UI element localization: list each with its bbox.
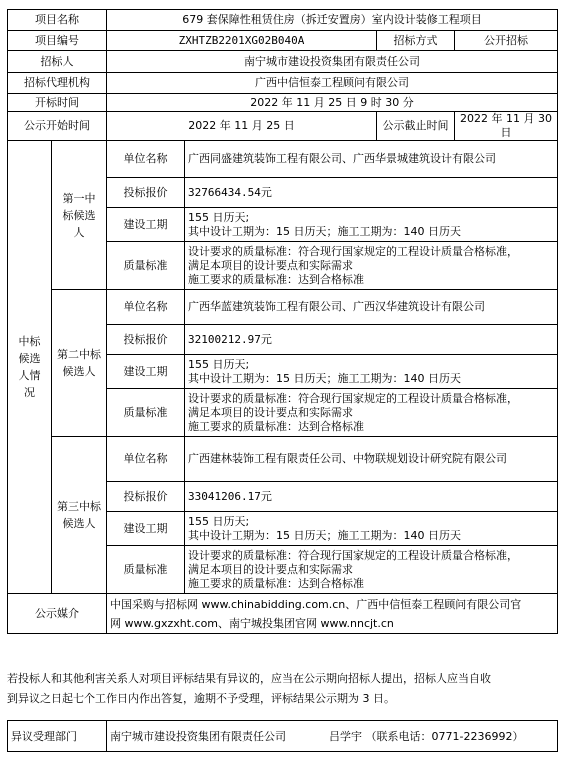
candidate-2-unit: 广西华蓝建筑装饰工程有限公司、广西汉华建筑设计有限公司 (185, 290, 558, 325)
agency: 广西中信恒泰工程顾问有限公司 (107, 73, 558, 94)
project-no-label: 项目编号 (8, 31, 107, 51)
candidate-3-period: 155 日历天; 其中设计工期为：15 日历天；施工工期为：140 日历天 (185, 512, 558, 546)
candidates-section-label: 中标 候选 人情 况 (8, 141, 52, 594)
bid-method-label: 招标方式 (377, 31, 455, 51)
media: 中国采购与招标网 www.chinabidding.com.cn、广西中信恒泰工程顾问有限公司官 网 www.gxzxht.com、南宁城投集团官网 www.nncjt.cn (107, 594, 558, 634)
candidate-2-rank: 第二中标 候选人 (52, 290, 107, 437)
candidate-1-unit-label: 单位名称 (107, 141, 185, 178)
agency-label: 招标代理机构 (8, 73, 107, 94)
candidate-3-price: 33041206.17元 (185, 482, 558, 512)
notice-table (7, 9, 558, 634)
objection-dept-label: 异议受理部门 (8, 721, 107, 752)
publicity-start: 2022 年 11 月 25 日 (107, 112, 377, 141)
open-time: 2022 年 11 月 25 日 9 时 30 分 (107, 94, 558, 112)
candidate-1-price: 32766434.54元 (185, 178, 558, 208)
candidate-2-unit-label: 单位名称 (107, 290, 185, 325)
publicity-end: 2022 年 11 月 30 日 (455, 112, 558, 141)
candidate-3-quality: 设计要求的质量标准：符合现行国家规定的工程设计质量合格标准， 满足本项目的设计要点和实际需求 施工要求的质量标准：达到合格标准 (185, 546, 558, 594)
candidate-3-price-label: 投标报价 (107, 482, 185, 512)
candidate-3-unit: 广西建林装饰工程有限责任公司、中物联规划设计研究院有限公司 (185, 437, 558, 482)
candidate-3-unit-label: 单位名称 (107, 437, 185, 482)
objection-dept-cell (107, 721, 558, 752)
tenderer: 南宁城市建设投资集团有限责任公司 (107, 51, 558, 73)
candidate-2-period: 155 日历天; 其中设计工期为：15 日历天；施工工期为：140 日历天 (185, 355, 558, 389)
media-label: 公示媒介 (8, 594, 107, 634)
candidate-2-quality: 设计要求的质量标准：符合现行国家规定的工程设计质量合格标准， 满足本项目的设计要点和实际需求 施工要求的质量标准：达到合格标准 (185, 389, 558, 437)
publicity-start-label: 公示开始时间 (8, 112, 107, 141)
candidate-2-quality-label: 质量标准 (107, 389, 185, 437)
project-name-label: 项目名称 (8, 10, 107, 31)
tenderer-label: 招标人 (8, 51, 107, 73)
contact: 吕学宇 （联系电话：0771-2236992） (329, 730, 524, 743)
candidate-1-rank: 第一中 标候选 人 (52, 141, 107, 290)
candidate-2-price: 32100212.97元 (185, 325, 558, 355)
objection-table (7, 720, 558, 752)
candidate-1-period-label: 建设工期 (107, 208, 185, 242)
candidate-1-price-label: 投标报价 (107, 178, 185, 208)
candidate-2-price-label: 投标报价 (107, 325, 185, 355)
candidate-3-period-label: 建设工期 (107, 512, 185, 546)
open-time-label: 开标时间 (8, 94, 107, 112)
candidate-3-rank: 第三中标 候选人 (52, 437, 107, 594)
candidate-3-quality-label: 质量标准 (107, 546, 185, 594)
candidate-2-period-label: 建设工期 (107, 355, 185, 389)
bid-method: 公开招标 (455, 31, 558, 51)
project-name: 679 套保障性租赁住房（拆迁安置房）室内设计装修工程项目 (107, 10, 558, 31)
objection-note: 若投标人和其他利害关系人对项目评标结果有异议的，应当在公示期向招标人提出，招标人应当自收 到异议之日起七个工作日内作出答复，逾期不予受理，评标结果公示期为 3 日。 (7, 672, 491, 705)
candidate-1-unit: 广西同盛建筑装饰工程有限公司、广西华景城建筑设计有限公司 (185, 141, 558, 178)
candidate-1-quality: 设计要求的质量标准：符合现行国家规定的工程设计质量合格标准， 满足本项目的设计要点和实际需求 施工要求的质量标准：达到合格标准 (185, 242, 558, 290)
objection-dept: 南宁城市建设投资集团有限责任公司 (110, 730, 286, 743)
project-no: ZXHTZB2201XG02B040A (107, 31, 377, 51)
candidate-1-quality-label: 质量标准 (107, 242, 185, 290)
candidate-1-period: 155 日历天; 其中设计工期为：15 日历天；施工工期为：140 日历天 (185, 208, 558, 242)
publicity-end-label: 公示截止时间 (377, 112, 455, 141)
